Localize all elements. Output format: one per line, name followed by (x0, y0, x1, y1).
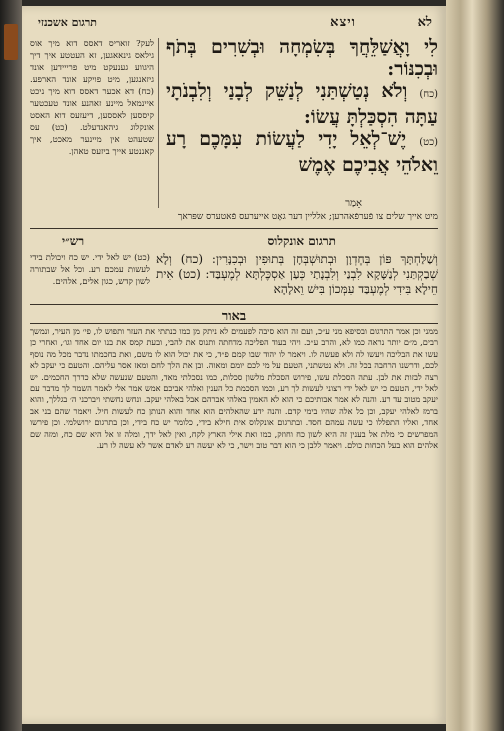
verse-number: (כח) (419, 89, 438, 100)
rashi-commentary: (כט) יש לאל ידי. יש כח ויכולת בידי לעשות עמכם רע. וכל אל שבתורה לשון קדש, כגון אלים, אלהים. (30, 253, 150, 287)
biur-title: באור (221, 309, 247, 324)
catchword: אָמַר (345, 198, 362, 209)
torah-text (166, 36, 438, 176)
divider (30, 228, 438, 229)
onkelos-translation: וְשַׁלַּחְתָּךְ פּוֹן בְּחֶדְוָן וּבְתוּשְׁבְּחָן בְּתוּפִין וּבְכִנָּרִין: (כח) וְלָא שְׁבַקְתַּנִי לְנַשָּׁקָא לִבְנַי וְלִבְנָתַי כְּעַן אַסְכֶּלְתָּא לְמֶעְבַּד: (כט) אִית חֵילָא בִּידִי לְמֶעְבַּד עִמְּכוֹן בִּישׁ וֵאלָהָא (156, 252, 438, 296)
page-number: לא (417, 15, 432, 30)
book-page (22, 6, 446, 724)
rashi-title: רש״י (62, 234, 85, 248)
running-header (32, 14, 436, 34)
translation-continuation: מיט אייך שלים צו פֿערפֿאהרען; אלליין דער גאָט אייערעס פֿאטערס שפּראך (177, 212, 438, 222)
biur-commentary: ממני וכן אמר התרגום ובסיפא מני ע״כ, ועם זה הוא סיבה לפעמים לא ניתק מן כמו כנתתי את העזר ותפוש לו, פי׳ מן העיר, ונמשך רבים, מ״ם יותר נראה כמו לא, והרב ע״כ. ויהי בעוד הפליכה מדחתה ותנוס את להבי, ובעת קמס את בנו יום אחד וגו׳, ואחרי כן עשו את הבליכה ויעשו לה ולא פעשה לו. ויאמר לו יהוד שבו קמם פ״ד, כי את יכול הוא לו משם, ואת בחכמתו נדבר מכל מה נוסף לכם, ודרשנו הרחבה בכל זה. ולא נטשתני, הטעם על מי לכם יומם ומאוה. ובן את הלך לחם ומאז אסר עליהם. והטעם כי יעקב לא רצה לבזות את לבן. עתה הסכלת עשו, פירוש הסכלת מלשון סכלות, כמו נסכלתי מאד, והטעם שנעשה שלא כדרך החכמים. יש לאל ידי, הטעם כי יש לאל ידי רצוני לעשות לך רע, וכמו הסכמת כל הענין ואלהי אביכם אמש אמר אלי לאמר השמר לך מדבר עם יעקב מטוב עד רע. והנה לא אמר אבותיכם כי הוא לא האמין באלהי אברהם אבל באלהי יעקב. ונחש נחשתי ויברכני ה׳ בגללך, והוא ברמז לאלהי יעקב, וכן כל אלה שהיו בימי קדם. והנה ידע שהאלהים הוא אחד והוא הנותן כח לעשות חיל. ויאמר שהם בני אב אחד, ואליו התפללו כי עשה עמהם חסד. ובתרגום אונקלוס אית חילא בידי, כלומר יש כח בידי, וכן בתרגום ירושלמי. וכן פירשו המפרשים כי מלת אל בענין זה היא לשון כח וחוזק, כמו ואת אילי הארץ לקח, ואין לאל ידך, ומלה זו אל היא שם כח, ומזה שם אלהים הוא בעל הכחות כולם. ויאמר ללבן כי הוא דבר טוב וישר, כי לא יעשה רע לאדם אשר לא עשה לו רע. (30, 326, 438, 451)
onkelos-title: תרגום אונקלוס (267, 234, 336, 248)
bookmark-ribbon (4, 24, 18, 60)
divider (30, 304, 438, 305)
verse-line: (כח) וְלֹא נְטַשְׁתַּנִי לְנַשֵּׁק לְבָנַי וְלִבְנֹתָי עַתָּה הִסְכַּלְתָּ עֲשׂוֹ: (166, 80, 438, 128)
verse-line: לִי וָאֲשַׁלֵּחֲךָ בְּשִׂמְחָה וּבְשִׁרִים בְּתֹף וּבְכִנּוֹר: (166, 36, 438, 80)
verse-line: (כט) יֶשׁ־לְאֵל יָדִי לַעֲשׂוֹת עִמָּכֶם רָע וֵאלֹהֵי אֲבִיכֶם אֶמֶשׁ (166, 128, 438, 176)
side-column-title: תרגום אשכנזי (38, 16, 98, 29)
book-spine (0, 0, 22, 731)
page-stack-edge (446, 0, 504, 731)
parsha-title: ויצא (330, 15, 356, 30)
verse-number: (כט) (419, 137, 438, 148)
german-translation-column: לעק? זואריס דאסס דוא מיך אוס גילאס גינאאגען, זא העטטע איך דיך היגווע גענעקט מיט פרייידען אונד גיזאנגען, מיט פויקע אונד הארפע. (כח) דא אכער דאסס דוא מיך ניכט איינמאל מיינע זאהנע אונד טעכטער קיססען לאססען, דיעזעס דוא האסט אונקלוג גיהאנדעלט. (כט) עס שטעהט אין מיינער מאכט, איך קאננטע אייך ביזעס טאהן. (30, 38, 159, 208)
divider (30, 323, 438, 324)
